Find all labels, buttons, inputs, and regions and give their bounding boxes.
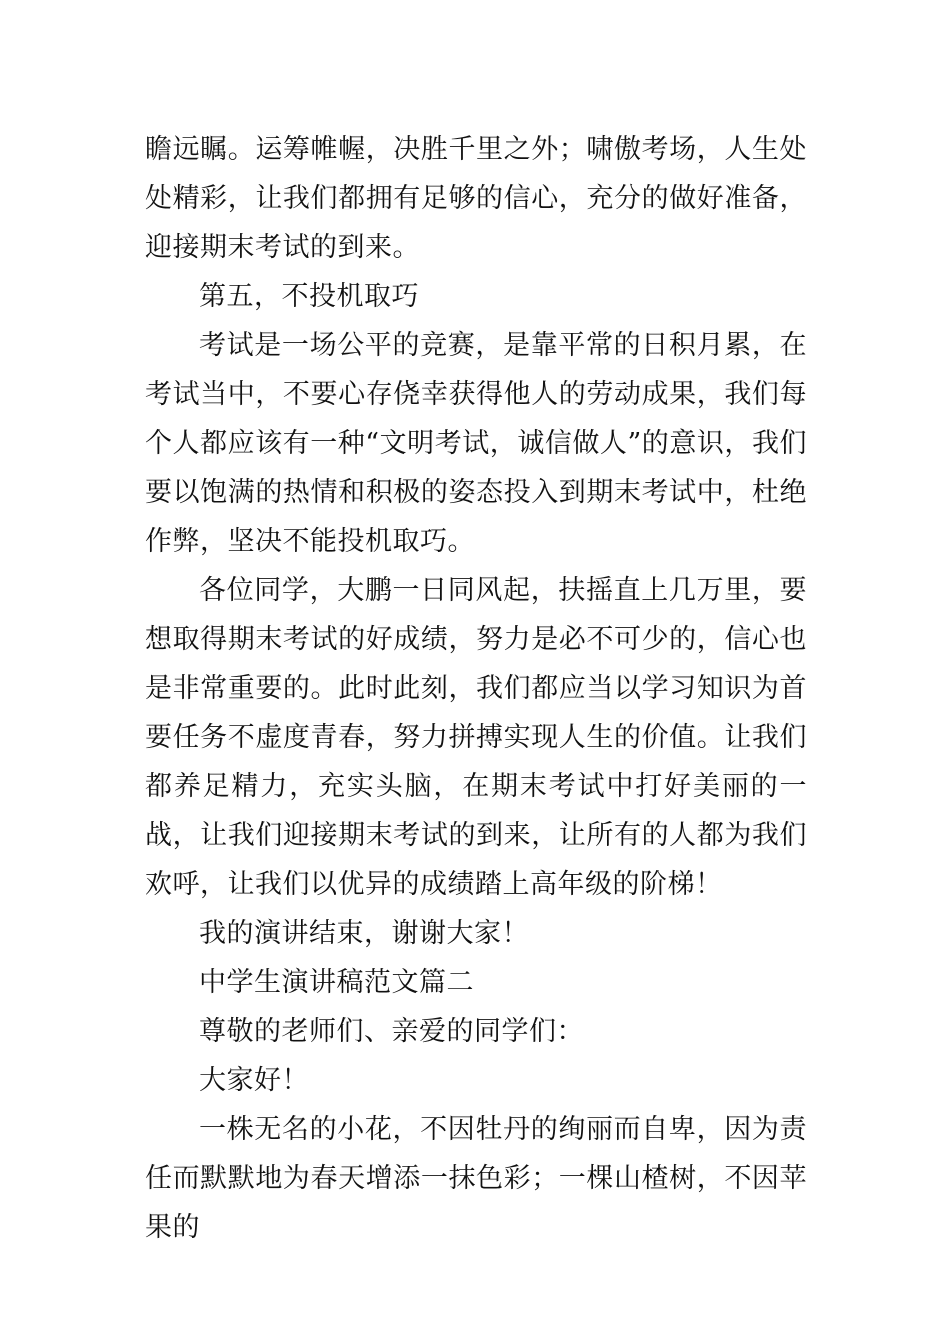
document-body	[145, 125, 807, 1252]
greeting: 大家好！	[199, 1065, 309, 1096]
salutation: 尊敬的老师们、亲爱的同学们：	[199, 1016, 584, 1047]
paragraph-exam-fairness: 考试是一场公平的竞赛，是靠平常的日积月累，在考试当中，不要心存侥幸获得他人的劳动成果，我们每个人都应该有一种“文明考试，诚信做人”的意识，我们要以饱满的热情和积极的姿态投入到期末考试中，杜绝作弊，坚决不能投机取巧。	[145, 330, 807, 557]
section-heading-fifth: 第五，不投机取巧	[199, 281, 419, 312]
section-title-speech-two: 中学生演讲稿范文篇二	[199, 967, 474, 998]
speech-closing: 我的演讲结束，谢谢大家！	[199, 918, 529, 949]
paragraph-flower: 一株无名的小花，不因牡丹的绚丽而自卑，因为责任而默默地为春天增添一抹色彩；一棵山楂树，不因苹果的	[145, 1114, 807, 1243]
paragraph-continuation: 瞻远瞩。运筹帷幄，决胜千里之外；啸傲考场，人生处处精彩，让我们都拥有足够的信心，充分的做好准备，迎接期末考试的到来。	[145, 134, 807, 263]
paragraph-encouragement: 各位同学，大鹏一日同风起，扶摇直上几万里，要想取得期末考试的好成绩，努力是必不可少的，信心也是非常重要的。此时此刻，我们都应当以学习知识为首要任务不虚度青春，努力拼搏实现人生的价值。让我们都养足精力，充实头脑，在期末考试中打好美丽的一战，让我们迎接期末考试的到来，让所有的人都为我们欢呼，让我们以优异的成绩踏上高年级的阶梯！	[145, 575, 807, 900]
